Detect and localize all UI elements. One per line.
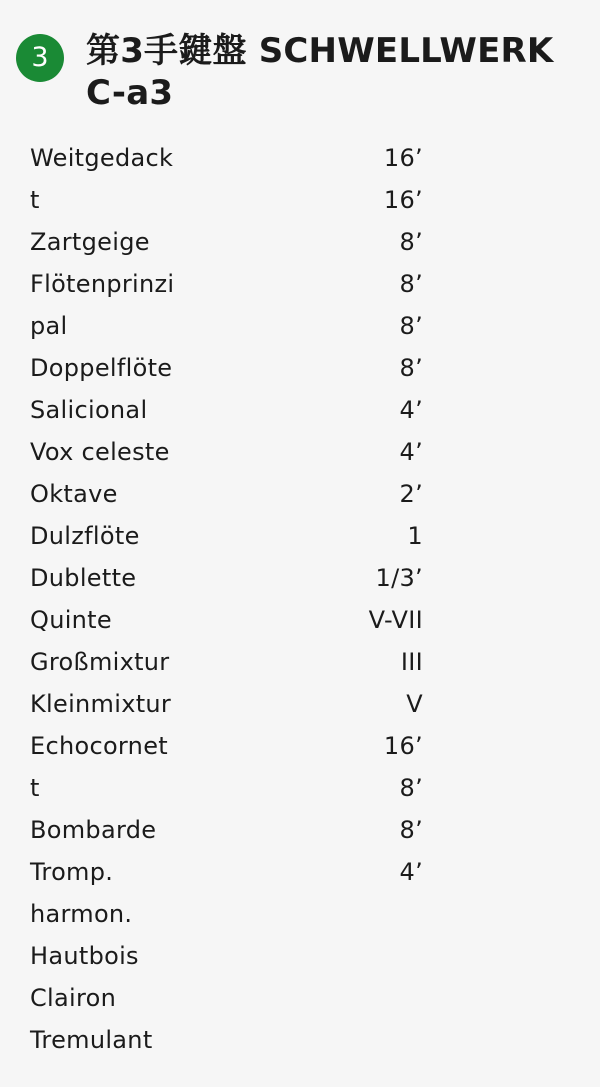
stop-name: Bombarde (30, 816, 157, 844)
stop-size: 1 (407, 522, 423, 550)
stop-name: Tremulant (30, 1026, 153, 1054)
section-title: 第3手鍵盤 SCHWELLWERK C-a3 (86, 31, 554, 113)
stop-size: 8’ (399, 312, 423, 340)
stop-size: 4’ (399, 396, 423, 424)
stop-size: 1/3’ (375, 564, 423, 592)
stop-size: V (406, 690, 423, 718)
stop-name: Clairon (30, 984, 117, 1012)
stop-size: III (400, 648, 423, 676)
stop-name: Quinte (30, 606, 112, 634)
stop-size: 16’ (383, 732, 423, 760)
stop-name: Salicional (30, 396, 148, 424)
stop-name-column (30, 137, 205, 1061)
stop-size: 8’ (399, 228, 423, 256)
stop-size: 4’ (399, 438, 423, 466)
stop-size: 8’ (399, 816, 423, 844)
stop-name: harmon. (30, 900, 133, 928)
stop-size: 8’ (399, 270, 423, 298)
stop-size: 8’ (399, 354, 423, 382)
stop-name: Zartgeige (30, 228, 150, 256)
stop-name: Oktave (30, 480, 118, 508)
stop-name: t (30, 774, 40, 802)
stop-name: Vox celeste (30, 438, 170, 466)
stop-name: Kleinmixtur (30, 690, 172, 718)
stop-size: V-VII (368, 606, 423, 634)
stop-size: 16’ (383, 144, 423, 172)
stop-size: 16’ (383, 186, 423, 214)
stop-name: Tromp. (30, 858, 114, 886)
stop-name: t (30, 186, 40, 214)
stop-name: Doppelflöte (30, 354, 173, 382)
stop-size: 2’ (399, 480, 423, 508)
stop-name: Dulzflöte (30, 522, 140, 550)
stop-name: Hautbois (30, 942, 139, 970)
stop-name: pal (30, 312, 68, 340)
stop-size: 4’ (399, 858, 423, 886)
stop-name: Dublette (30, 564, 137, 592)
stop-size: 8’ (399, 774, 423, 802)
stop-size-column (260, 137, 423, 893)
stop-name: Großmixtur (30, 648, 170, 676)
stop-name: Weitgedack (30, 144, 174, 172)
stop-name: Flötenprinzi (30, 270, 175, 298)
stop-name: Echocornet (30, 732, 168, 760)
section-number-badge: 3 (16, 34, 64, 82)
